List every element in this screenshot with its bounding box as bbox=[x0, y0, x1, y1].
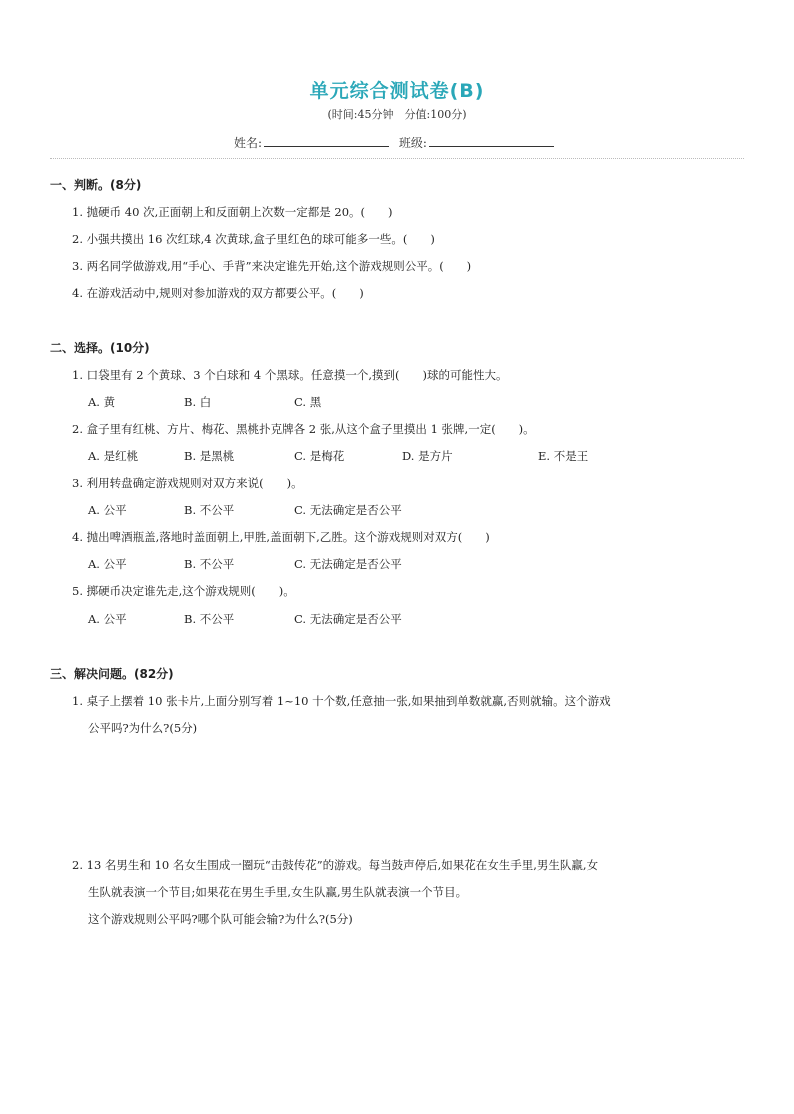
judge-question-3: 3. 两名同学做游戏,用“手心、手背”来决定谁先开始,这个游戏规则公平。( ) bbox=[72, 259, 472, 273]
section2-heading: 二、选择。(10分) bbox=[50, 341, 150, 355]
choice-option: B. 白 bbox=[184, 395, 212, 409]
student-info-row bbox=[0, 134, 794, 151]
judge-question-2: 2. 小强共摸出 16 次红球,4 次黄球,盒子里红色的球可能多一些。( ) bbox=[72, 232, 435, 246]
choice-option: E. 不是王 bbox=[538, 449, 589, 463]
judge-question-4: 4. 在游戏活动中,规则对参加游戏的双方都要公平。( ) bbox=[72, 286, 364, 300]
choice-option: A. 公平 bbox=[88, 503, 127, 517]
choice-option: C. 是梅花 bbox=[294, 449, 345, 463]
choice-question-1: 1. 口袋里有 2 个黄球、3 个白球和 4 个黑球。任意摸一个,摸到( )球的可能性大。 bbox=[72, 368, 508, 382]
page-title: 单元综合测试卷(B) bbox=[309, 80, 485, 102]
section1-heading: 一、判断。(8分) bbox=[50, 178, 142, 192]
choice-question-3: 3. 利用转盘确定游戏规则对双方来说( )。 bbox=[72, 476, 303, 490]
judge-question-1: 1. 抛硬币 40 次,正面朝上和反面朝上次数一定都是 20。( ) bbox=[72, 205, 393, 219]
name-label: 姓名: bbox=[234, 136, 263, 150]
choice-option: B. 不公平 bbox=[184, 612, 235, 626]
exam-time-score: (时间:45分钟 分值:100分) bbox=[327, 108, 467, 121]
choice-option: A. 是红桃 bbox=[88, 449, 139, 463]
problem-2-line-3: 这个游戏规则公平吗?哪个队可能会输?为什么?(5分) bbox=[88, 912, 353, 926]
problem-1-line-2: 公平吗?为什么?(5分) bbox=[88, 721, 198, 735]
choice-option: C. 无法确定是否公平 bbox=[294, 557, 402, 571]
problem-2-line-1: 2. 13 名男生和 10 名女生围成一圈玩“击鼓传花”的游戏。每当鼓声停后,如果花在女生手里,男生队赢,女 bbox=[72, 858, 599, 872]
choice-option: A. 公平 bbox=[88, 557, 127, 571]
choice-option: D. 是方片 bbox=[402, 449, 453, 463]
choice-question-2: 2. 盒子里有红桃、方片、梅花、黑桃扑克牌各 2 张,从这个盒子里摸出 1 张牌,一定( )。 bbox=[72, 422, 535, 436]
choice-option: A. 公平 bbox=[88, 612, 127, 626]
choice-option: A. 黄 bbox=[88, 395, 116, 409]
header-divider bbox=[50, 158, 744, 159]
section3-heading: 三、解决问题。(82分) bbox=[50, 667, 174, 681]
choice-option: C. 无法确定是否公平 bbox=[294, 612, 402, 626]
choice-option: B. 不公平 bbox=[184, 503, 235, 517]
choice-option: C. 无法确定是否公平 bbox=[294, 503, 402, 517]
class-blank[interactable] bbox=[429, 134, 554, 147]
class-label: 班级: bbox=[398, 136, 427, 150]
choice-option: B. 是黑桃 bbox=[184, 449, 235, 463]
choice-question-5: 5. 掷硬币决定谁先走,这个游戏规则( )。 bbox=[72, 584, 295, 598]
choice-question-4: 4. 抛出啤酒瓶盖,落地时盖面朝上,甲胜,盖面朝下,乙胜。这个游戏规则对双方( ) bbox=[72, 530, 490, 544]
problem-1-line-1: 1. 桌子上摆着 10 张卡片,上面分别写着 1~10 十个数,任意抽一张,如果抽到单数就赢,否则就输。这个游戏 bbox=[72, 694, 611, 708]
name-blank[interactable] bbox=[264, 134, 389, 147]
problem-2-line-2: 生队就表演一个节目;如果花在男生手里,女生队赢,男生队就表演一个节目。 bbox=[88, 885, 468, 899]
choice-option: C. 黑 bbox=[294, 395, 322, 409]
choice-option: B. 不公平 bbox=[184, 557, 235, 571]
